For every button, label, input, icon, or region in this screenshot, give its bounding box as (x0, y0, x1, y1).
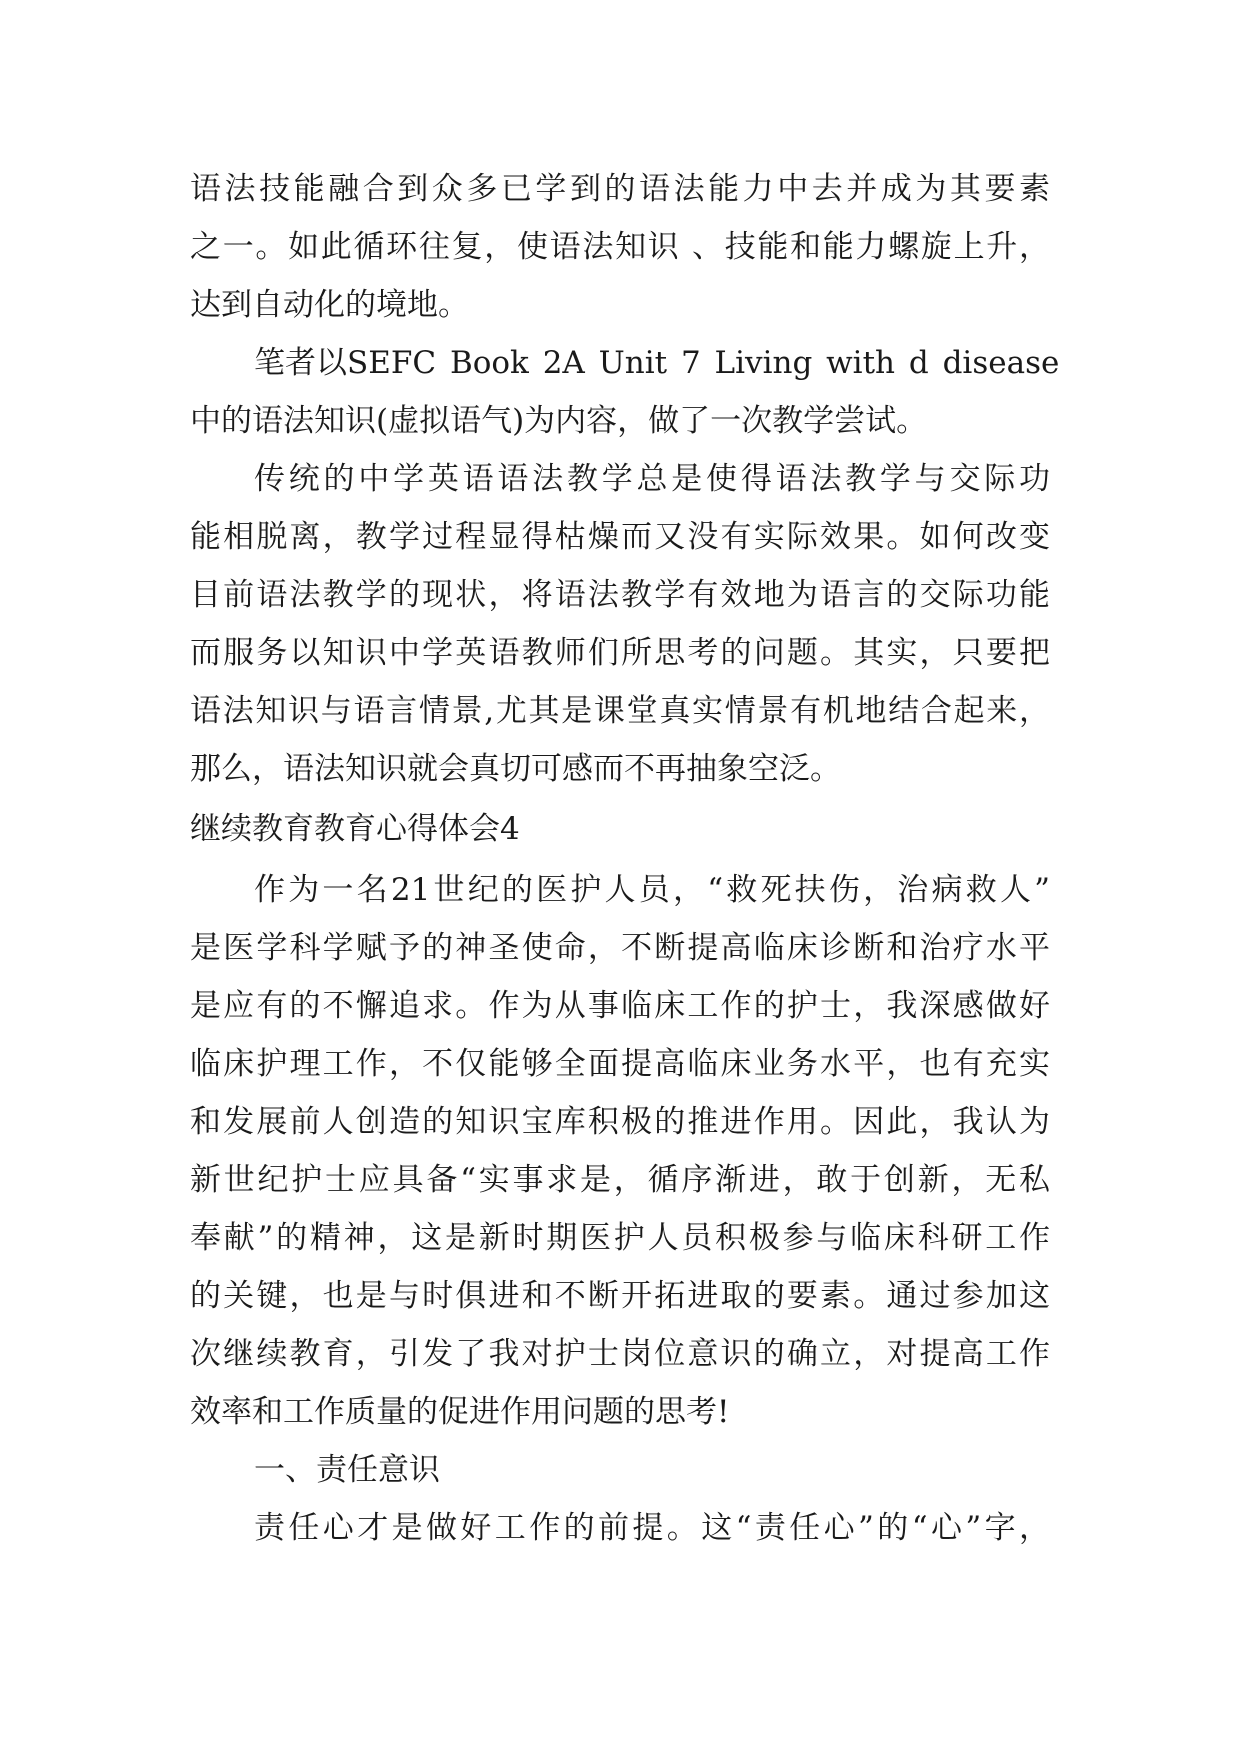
paragraph-line: 奉献”的精神，这是新时期医护人员积极参与临床科研工作 (190, 1220, 1050, 1256)
paragraph-line: 中的语法知识(虚拟语气)为内容，做了一次教学尝试。 (190, 403, 928, 439)
paragraph-line: 责任心才是做好工作的前提。这“责任心”的“心”字， (254, 1510, 1050, 1546)
paragraph-line: 的关键，也是与时俱进和不断开拓进取的要素。通过参加这 (190, 1278, 1050, 1314)
paragraph-line: 临床护理工作，不仅能够全面提高临床业务水平，也有充实 (190, 1046, 1050, 1082)
paragraph-line: 作为一名21世纪的医护人员，“救死扶伤，治病救人” (254, 872, 1050, 908)
paragraph-line: 达到自动化的境地。 (190, 287, 469, 323)
sub-heading-title: 一、责任意识 (254, 1452, 440, 1488)
paragraph-line: 目前语法教学的现状，将语法教学有效地为语言的交际功能 (190, 577, 1050, 613)
paragraph (190, 334, 1060, 450)
paragraph-line: 新世纪护士应具备“实事求是，循序渐进，敢于创新，无私 (190, 1162, 1050, 1198)
paragraph-line: 那么，语法知识就会真切可感而不再抽象空泛。 (190, 751, 841, 787)
document-body (190, 160, 1060, 1557)
paragraph (190, 861, 1050, 1441)
paragraph-line: 效率和工作质量的促进作用问题的思考! (190, 1394, 730, 1430)
paragraph (190, 160, 1050, 334)
paragraph-line: 传统的中学英语语法教学总是使得语法教学与交际功 (254, 461, 1050, 497)
paragraph (190, 450, 1050, 798)
paragraph-line: 语法知识与语言情景,尤其是课堂真实情景有机地结合起来， (190, 693, 1050, 729)
paragraph-line: 笔者以SEFC Book 2A Unit 7 Living with d disease (254, 345, 1060, 381)
paragraph-line: 是应有的不懈追求。作为从事临床工作的护士，我深感做好 (190, 988, 1050, 1024)
paragraph-line: 是医学科学赋予的神圣使命，不断提高临床诊断和治疗水平 (190, 930, 1050, 966)
paragraph-line: 之一。如此循环往复，使语法知识 、技能和能力螺旋上升， (190, 229, 1050, 265)
section-title: 继续教育教育心得体会4 (190, 811, 520, 847)
paragraph-line: 次继续教育，引发了我对护士岗位意识的确立，对提高工作 (190, 1336, 1050, 1372)
paragraph-line: 语法技能融合到众多已学到的语法能力中去并成为其要素 (190, 171, 1050, 207)
paragraph-line: 而服务以知识中学英语教师们所思考的问题。其实，只要把 (190, 635, 1050, 671)
paragraph-line: 能相脱离，教学过程显得枯燥而又没有实际效果。如何改变 (190, 519, 1050, 555)
section-heading (190, 798, 1050, 861)
paragraph-line: 和发展前人创造的知识宝库积极的推进作用。因此，我认为 (190, 1104, 1050, 1140)
paragraph (190, 1499, 1050, 1557)
sub-heading (190, 1441, 1050, 1499)
